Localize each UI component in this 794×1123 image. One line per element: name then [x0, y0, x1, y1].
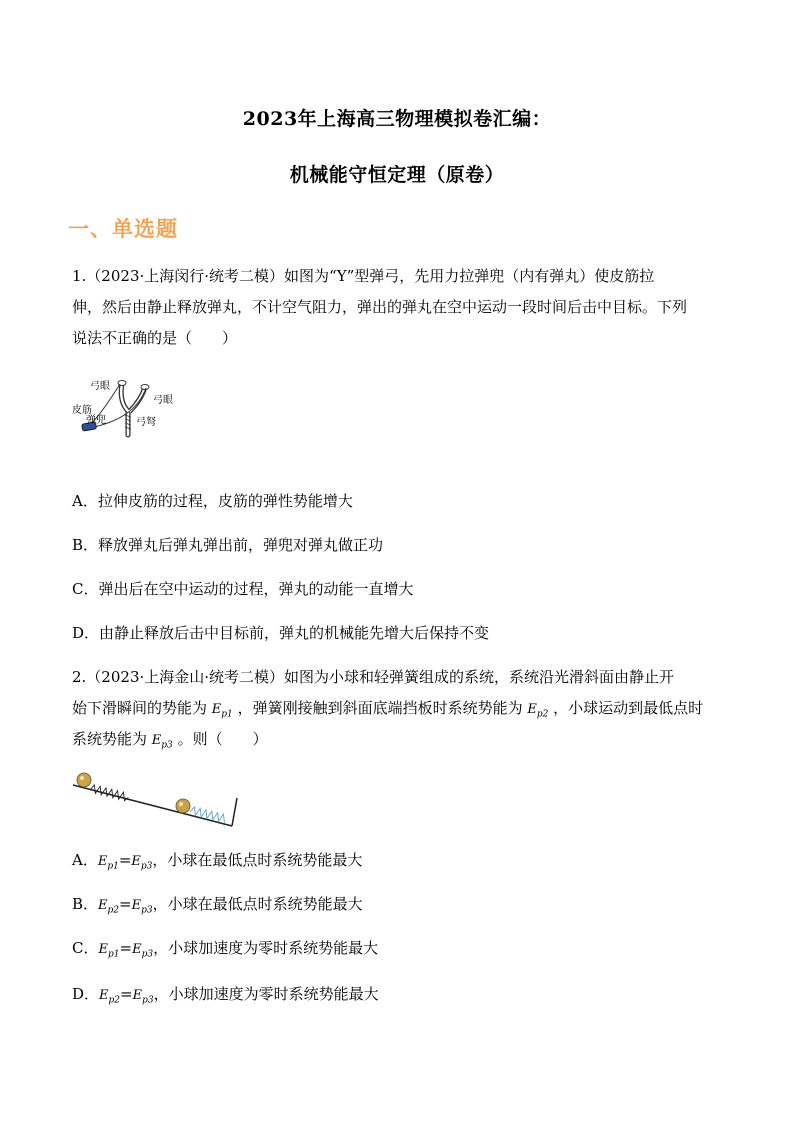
q2-option-a [72, 849, 362, 878]
label-gong-nu: 弓弩 [136, 417, 156, 428]
label-pi-jin: 皮筋 [72, 405, 92, 416]
q2-line-3 [72, 728, 268, 757]
slingshot-figure [70, 375, 190, 443]
q2-line-3-part-b: 。则（ ） [177, 730, 268, 748]
option-text: ，小球在最低点时系统势能最大 [152, 895, 363, 913]
option-lhs: $E_{p2}$ [98, 898, 120, 916]
q2-option-c [72, 937, 378, 966]
option-rhs: $E_{p3}$ [131, 854, 153, 872]
option-lhs: $E_{p2}$ [99, 988, 121, 1006]
option-lhs: $E_{p1}$ [97, 854, 119, 872]
q1-option-a: A．拉伸皮筋的过程，皮筋的弹性势能增大 [72, 492, 353, 510]
q2-line-2-part-c: ，小球运动到最低点时 [553, 699, 704, 717]
symbol-ep2: $E_{p2}$ [527, 702, 549, 720]
q1-line-1: 1.（2023·上海闵行·统考二模）如图为“Y”型弹弓，先用力拉弹兜（内有弹丸）使皮筋拉 [72, 267, 655, 285]
option-eq: = [120, 985, 133, 1003]
incline-spring-figure [70, 768, 245, 832]
option-text: ，小球加速度为零时系统势能最大 [153, 985, 379, 1003]
option-rhs: $E_{p3}$ [131, 898, 153, 916]
q2-line-1: 2.（2023·上海金山·统考二模）如图为小球和轻弹簧组成的系统，系统沿光滑斜面由静止开 [72, 668, 675, 686]
title-line-1: 2023年上海高三物理模拟卷汇编： [242, 108, 552, 130]
option-letter: B． [72, 895, 99, 913]
q2-option-d [72, 983, 379, 1012]
option-letter: D． [72, 985, 100, 1003]
section-heading: 一、单选题 [68, 217, 178, 241]
option-eq: = [118, 851, 132, 869]
symbol-ep3: $E_{p3}$ [151, 733, 173, 751]
option-letter: A． [72, 851, 98, 869]
q1-option-c: C．弹出后在空中运动的过程，弹丸的动能一直增大 [72, 580, 414, 598]
option-lhs: $E_{p1}$ [98, 942, 120, 960]
q2-option-b [72, 893, 363, 922]
symbol-ep1: $E_{p1}$ [211, 702, 233, 720]
option-text: ，小球在最低点时系统势能最大 [152, 851, 363, 869]
q2-line-2-part-a: 始下滑瞬间的势能为 [72, 699, 208, 717]
q1-option-b: B．释放弹丸后弹丸弹出前，弹兜对弹丸做正功 [72, 536, 384, 554]
q2-line-3-part-a: 系统势能为 [72, 730, 148, 748]
option-eq: = [119, 939, 133, 957]
q2-line-2 [72, 697, 703, 726]
q1-option-d: D．由静止释放后击中目标前，弹丸的机械能先增大后保持不变 [72, 624, 490, 642]
q2-line-2-part-b: ，弹簧刚接触到斜面底端挡板时系统势能为 [237, 699, 523, 717]
label-dan-dou: 弹兜 [86, 415, 106, 426]
option-rhs: $E_{p3}$ [132, 942, 154, 960]
label-gong-yan-left: 弓眼 [90, 381, 110, 392]
title-line-2: 机械能守恒定理（原卷） [289, 164, 505, 186]
option-text: ，小球加速度为零时系统势能最大 [153, 939, 379, 957]
option-letter: C． [72, 939, 99, 957]
q1-line-3: 说法不正确的是（ ） [72, 329, 238, 347]
option-eq: = [119, 895, 132, 913]
q1-line-2: 伸，然后由静止释放弹丸，不计空气阻力，弹出的弹丸在空中运动一段时间后击中目标。下列 [72, 298, 688, 316]
label-gong-yan-right: 弓眼 [153, 395, 173, 406]
option-rhs: $E_{p3}$ [132, 988, 154, 1006]
